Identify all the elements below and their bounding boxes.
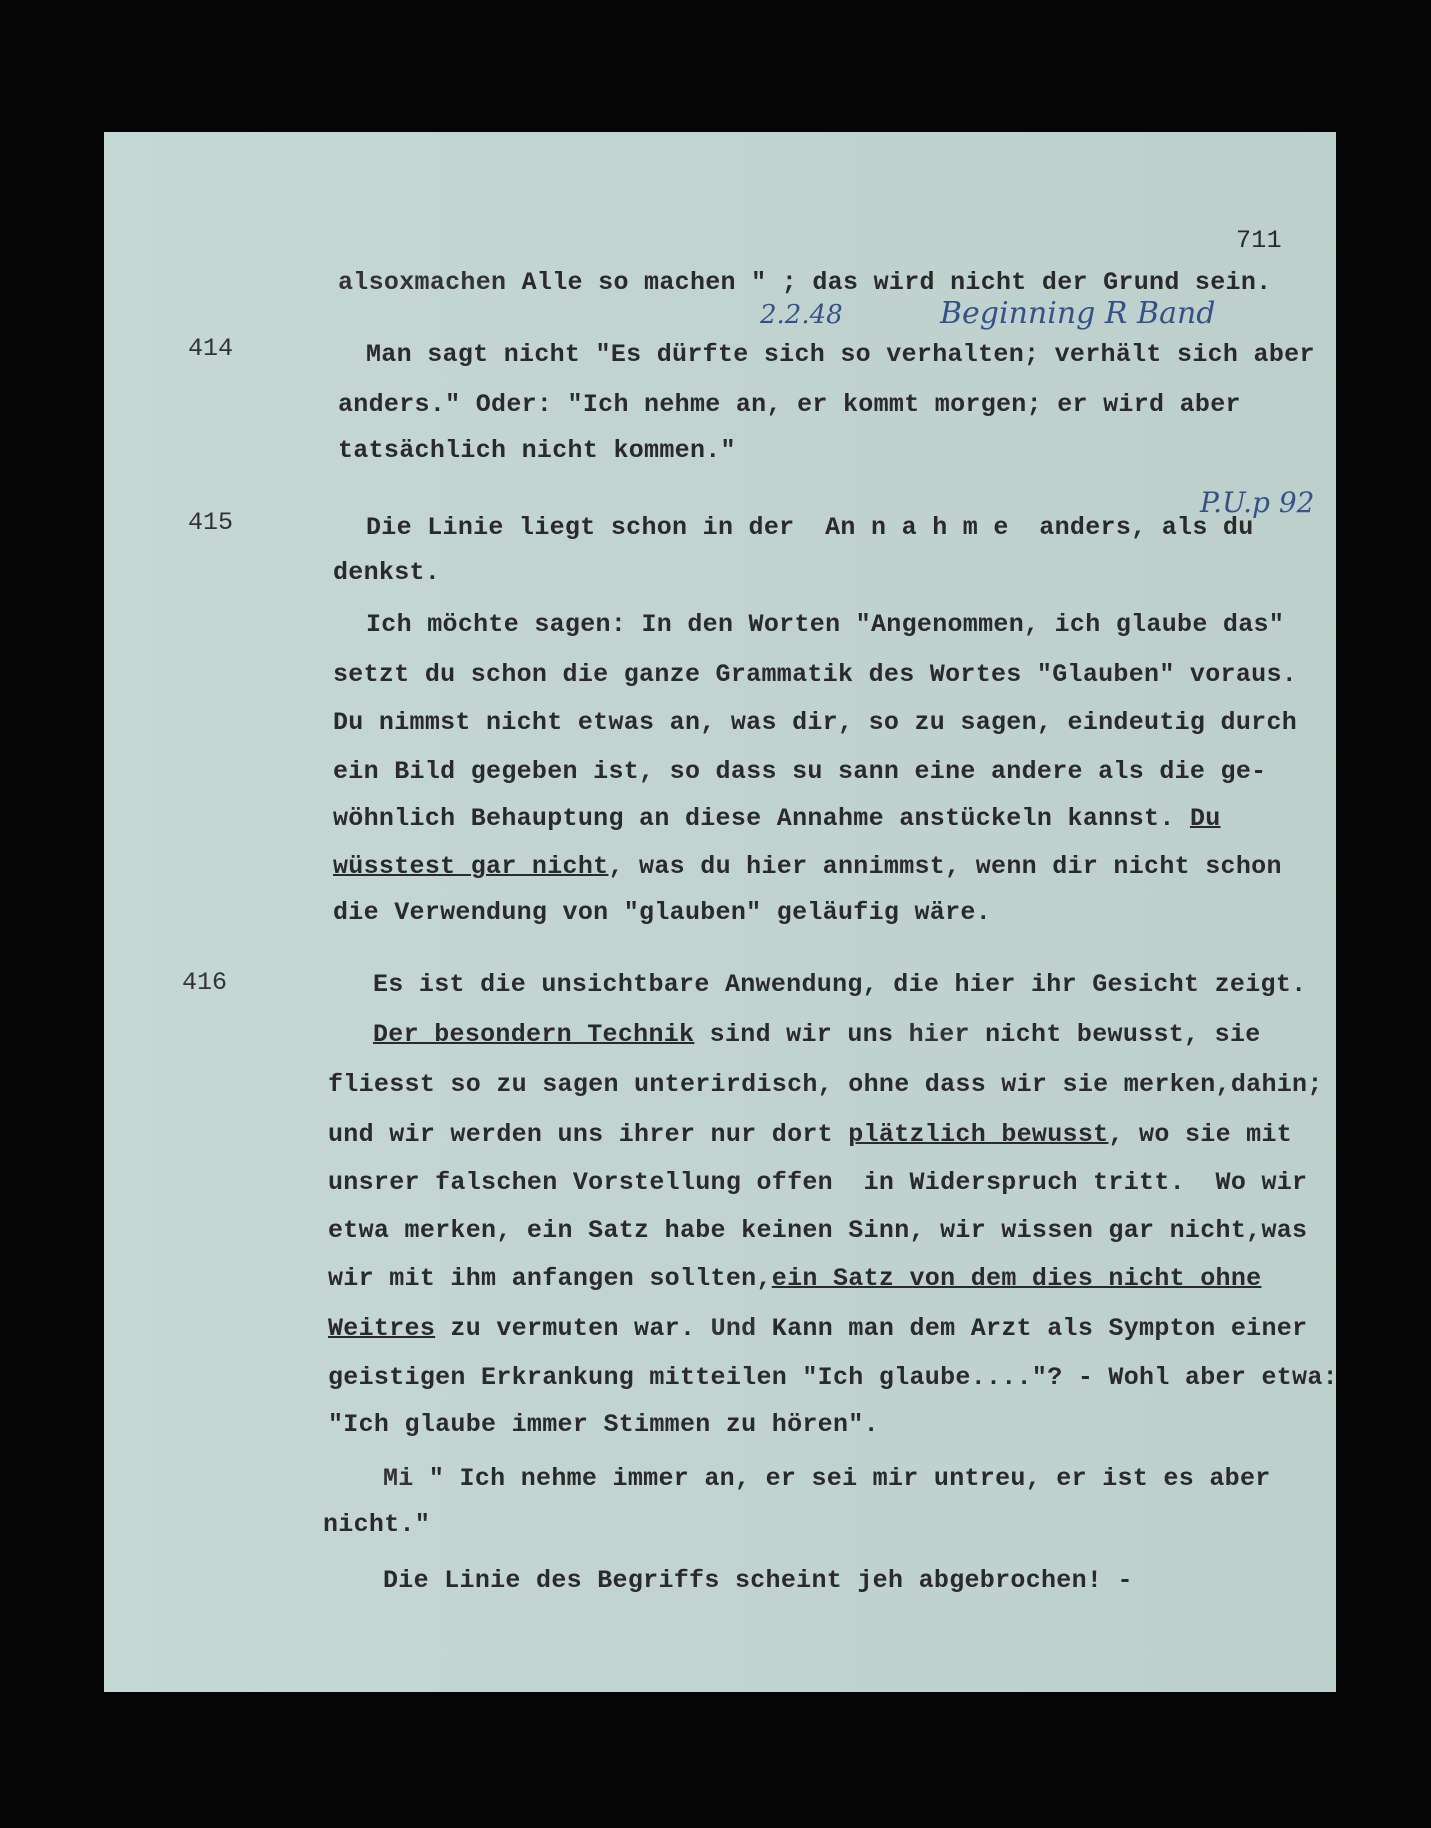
handwritten-reference: P.U.p 92 [1200,486,1315,519]
line-text: wöhnlich Behauptung an diese Annahme anstückeln kannst. [333,804,1190,833]
struck-out-word: Mi [383,1464,414,1493]
underlined-text: Weitres [328,1314,436,1343]
text-line: setzt du schon die ganze Grammatik des Wortes "Glauben" voraus. [333,660,1298,689]
text-line: anders." Oder: "Ich nehme an, er kommt morgen; er wird aber [338,390,1241,419]
text-line [338,268,1271,297]
handwritten-note: Beginning R Band [940,296,1216,331]
text-line [328,1314,1307,1343]
text-line: Es ist die unsichtbare Anwendung, die hier ihr Gesicht zeigt. [373,970,1307,999]
line-text: und wir werden uns ihrer nur dort [328,1120,849,1149]
line-text: zu vermuten war. [435,1314,711,1343]
line-text: , wo sie mit [1108,1120,1293,1149]
text-line: geistigen Erkrankung mitteilen "Ich glaube...."? - Wohl aber etwa: [328,1363,1338,1392]
struck-out-word: Und [710,1314,757,1343]
line-text: Alle so machen " ; das wird nicht der Grund sein. [506,268,1272,297]
text-line [333,804,1221,833]
line-text: wir mit ihm anfangen sollten, [328,1264,772,1293]
text-line: denkst. [333,558,441,587]
section-number: 415 [188,508,234,537]
line-text: nicht bewusst, sie [969,1020,1261,1049]
text-line [328,1120,1292,1149]
underlined-text: Der besondern Technik [373,1020,695,1049]
text-line: Du nimmst nicht etwas an, was dir, so zu sagen, eindeutig durch [333,708,1298,737]
underlined-text: Du [1189,804,1221,833]
handwritten-date: 2.2.48 [760,300,843,330]
struck-out-word: hier [908,1020,970,1049]
text-line: Die Linie liegt schon in der An n a h m e anders, als du [366,513,1254,542]
underlined-text: ein Satz von dem dies nicht ohne [771,1264,1262,1293]
text-line: tatsächlich nicht kommen." [338,436,736,465]
line-text: " Ich nehme immer an, er sei mir untreu, er ist es aber [413,1464,1271,1493]
text-line: die Verwendung von "glauben" geläufig wäre. [333,898,992,927]
text-line: Man sagt nicht "Es dürfte sich so verhalten; verhält sich aber [366,340,1315,369]
text-line: "Ich glaube immer Stimmen zu hören". [328,1410,879,1439]
text-line: nicht." [323,1510,431,1539]
text-line: Ich möchte sagen: In den Worten "Angenommen, ich glaube das" [366,610,1285,639]
section-number: 416 [182,968,228,997]
text-line: unsrer falschen Vorstellung offen in Widerspruch tritt. Wo wir [328,1168,1308,1197]
page-number: 711 [1236,226,1282,255]
text-line [383,1464,1271,1493]
struck-out-word: alsoxmachen [338,268,507,297]
text-line: Die Linie des Begriffs scheint jeh abgebrochen! - [383,1566,1133,1595]
line-text: sind wir uns [694,1020,909,1049]
text-line: ein Bild gegeben ist, so dass su sann eine andere als die ge- [333,757,1267,786]
text-line: fliesst so zu sagen unterirdisch, ohne dass wir sie merken,dahin; [328,1070,1323,1099]
text-line [328,1264,1261,1293]
line-text: , was du hier annimmst, wenn dir nicht schon [608,852,1282,881]
underlined-text: plätzlich bewusst [848,1120,1109,1149]
section-number: 414 [188,334,234,363]
line-text: Kann man dem Arzt als Sympton einer [756,1314,1308,1343]
text-line [333,852,1282,881]
text-line: etwa merken, ein Satz habe keinen Sinn, wir wissen gar nicht,was [328,1216,1308,1245]
underlined-text: wüsstest gar nicht [333,852,609,881]
text-line [373,1020,1261,1049]
